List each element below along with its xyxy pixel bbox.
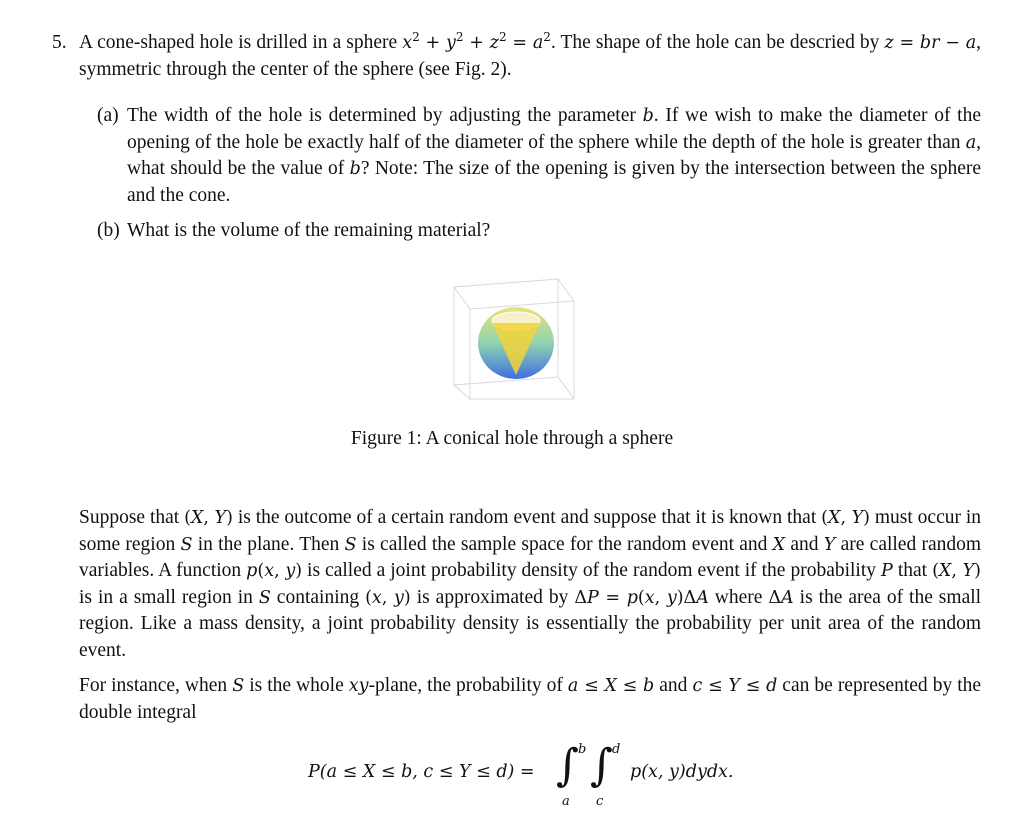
- p1-seg-12: is approximated by: [416, 586, 569, 608]
- part-a-seg-2: . If we wish to make the diameter of the opening of the hole be exactly half of the diameter of the sphere while the depth of the hole is greater than: [127, 105, 982, 153]
- problem-intro-1: A cone-shaped hole is drilled in a sphere: [79, 32, 398, 53]
- p1-seg-11: containing: [276, 586, 360, 608]
- math-X: X: [772, 534, 786, 555]
- math-deltaP: ΔP = p(x, y)ΔA: [574, 587, 709, 608]
- part-a-seg-1: The width of the hole is determined by adjusting the parameter: [127, 105, 636, 126]
- math-P: P: [881, 561, 893, 581]
- p1-seg-4: in the plane. Then: [197, 533, 340, 555]
- p1-seg-3: must occur in some region: [79, 507, 982, 555]
- p1-seg-5: is called the sample space for the random event and: [361, 533, 768, 555]
- problem-intro-2: . The shape of the hole can be descried by: [550, 32, 880, 53]
- upper-limit-d: d: [612, 742, 621, 757]
- var-a: a: [965, 132, 977, 153]
- problem-intro-3: , symmetric through the center of the sphere (see Fig. 2).: [79, 32, 982, 80]
- equation-lhs: P(a ≤ X ≤ b, c ≤ Y ≤ d) =: [308, 762, 535, 782]
- math-S: S: [180, 534, 193, 555]
- outer-integral-sign: ∫: [556, 740, 579, 791]
- math-Y: Y: [823, 534, 836, 555]
- p1-seg-7: are called random variables. A function: [79, 533, 982, 581]
- paragraph-example: [79, 673, 981, 726]
- p2-seg-2: is the whole: [249, 675, 344, 696]
- math-XY: (X, Y): [821, 508, 870, 528]
- lower-limit-a: a: [562, 794, 570, 809]
- upper-limit-b: b: [578, 742, 587, 757]
- problem-statement: [79, 30, 981, 83]
- math-y-range: c ≤ Y ≤ d: [692, 676, 778, 696]
- math-S: S: [232, 676, 245, 696]
- math-S: S: [344, 534, 357, 555]
- part-b-text: What is the volume of the remaining material?: [127, 220, 491, 241]
- double-integral-equation: [308, 738, 788, 814]
- p1-seg-14: is the area of the small region. Like a mass density, a joint probability density is essentially the probability per unit area of the random event.: [79, 586, 982, 661]
- cone-equation: z = br − a: [884, 33, 977, 53]
- part-a-seg-4: ? Note: The size of the opening is given by the intersection between the sphere and the cone.: [127, 158, 981, 206]
- p1-seg-13: where: [714, 586, 763, 608]
- part-a-text: [127, 103, 981, 209]
- equation-integrand: p(x, y)dydx.: [630, 762, 734, 782]
- p2-seg-5: can be represented by the double integral: [79, 675, 982, 723]
- math-S: S: [258, 587, 271, 608]
- math-xy-plane: xy: [348, 676, 369, 696]
- part-a-seg-3: , what should be the value of: [127, 131, 982, 179]
- p1-seg-1: Suppose that: [79, 507, 180, 528]
- math-XY: (X, Y): [184, 508, 233, 528]
- sphere-cone-figure: [446, 275, 581, 405]
- paragraph-joint-density: [79, 505, 981, 664]
- p1-seg-2: is the outcome of a certain random event and suppose that it is known that: [237, 507, 817, 528]
- p1-seg-6: and: [790, 533, 819, 555]
- var-b: b: [642, 106, 654, 126]
- math-pxy: p(x, y): [246, 561, 303, 581]
- lower-limit-c: c: [596, 794, 604, 809]
- sphere-equation: $x^2 + y^2 + z^2 = a^2$: [402, 30, 551, 53]
- p2-seg-3: -plane, the probability of: [368, 675, 563, 696]
- inner-integral-sign: ∫: [590, 740, 613, 791]
- var-b: b: [349, 159, 361, 179]
- math-XY: (X, Y): [932, 561, 981, 581]
- p1-seg-10: is in a small region in: [79, 586, 253, 608]
- part-b-label: (b): [97, 220, 120, 241]
- problem-number: 5.: [52, 32, 67, 53]
- figure-caption: Figure 1: A conical hole through a sphere: [350, 428, 674, 449]
- math-xy: (x, y): [365, 587, 411, 608]
- math-x-range: a ≤ X ≤ b: [567, 676, 655, 696]
- p2-seg-4: and: [659, 675, 688, 696]
- p1-seg-8: is called a joint probability density of the random event if the probability: [307, 560, 877, 581]
- math-deltaA: ΔA: [768, 587, 794, 608]
- p2-seg-1: For instance, when: [79, 675, 228, 696]
- part-a-label: (a): [97, 105, 119, 126]
- p1-seg-9: that: [897, 560, 928, 581]
